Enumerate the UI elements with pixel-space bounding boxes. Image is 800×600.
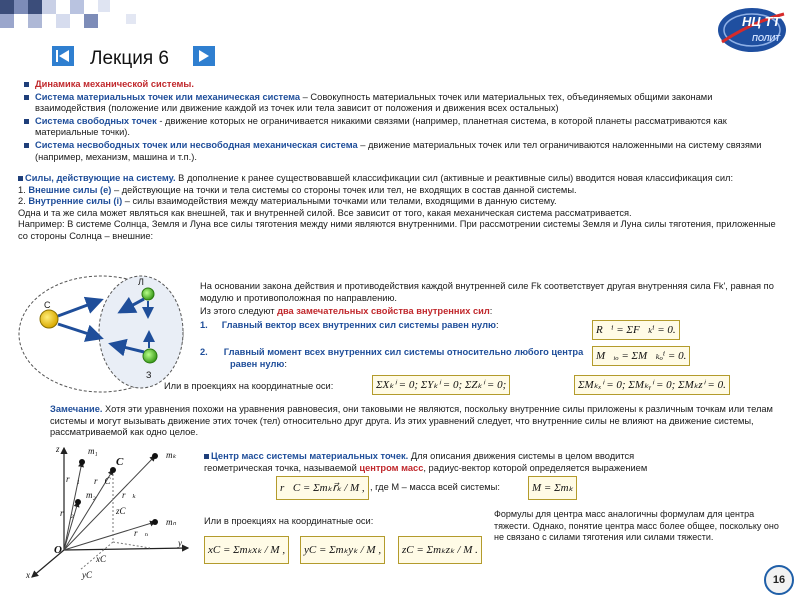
colon: : [495, 320, 499, 330]
formula-radius-vector: r⃗C = Σmₖr⃗ₖ / M , [276, 476, 369, 500]
bullet-title: Динамика механической системы. [35, 79, 194, 89]
forces-intro-text: В дополнение к ранее существовавшей классификации сил (активные и реактивные силы) вводится новая классификация сил: [175, 173, 734, 183]
bullet-title: Система свободных точек [35, 115, 157, 126]
bullet-item [24, 140, 780, 163]
center-title: Центр масс системы материальных точек. [211, 451, 409, 461]
bullet-marker [204, 454, 209, 459]
page-title: Лекция 6 [90, 48, 169, 69]
remark-text: Хотя эти уравнения похожи на уравнения равновесия, они таковыми не являются, поскольку внутренние силы приложены к различным точкам или телам системы и могут вызывать движение этих точек (тел) относительно друг друга. Из этих уравнений следует, что внутренние силы не влияют на движение системы, рассматриваемой как одно целое. [50, 404, 773, 438]
bullet-item [24, 116, 780, 139]
center-projections-label: Или в проекциях на координатные оси: [204, 516, 374, 526]
center-of-mass-text [204, 451, 704, 474]
logo-text: НЦ ТТ [742, 14, 781, 29]
logo [712, 4, 792, 56]
formula-total-mass: M = Σmₖ [528, 476, 577, 500]
xc-label: xC [96, 554, 106, 564]
follow-line [200, 306, 492, 318]
remark [50, 404, 780, 439]
bullet-marker [24, 143, 29, 148]
axis-x-label: x [26, 570, 30, 580]
bullet-marker [24, 82, 29, 87]
external-text: – действующие на точки и тела системы со стороны точек или тел, не входящих в состав данной системы. [111, 184, 577, 195]
sun-earth-moon-diagram [16, 272, 186, 397]
center-of-mass-diagram [20, 442, 195, 587]
formula-force-projections: ΣXₖⁱ = 0; ΣYₖⁱ = 0; ΣZₖⁱ = 0; [372, 375, 510, 395]
property-2-text: Главный момент всех внутренних сил системы относительно любого центра равен нулю [223, 347, 584, 369]
sun-label: С [44, 300, 51, 310]
internal-forces [18, 196, 780, 208]
m2-label: m₂ [86, 490, 96, 500]
formula-zc: zC = Σmₖzₖ / M . [398, 536, 482, 564]
r1-label: r⃗₁ [66, 474, 80, 484]
internal-text: – силы взаимодействия между материальными точками или телами, входящими в данную систему. [122, 196, 557, 207]
internal-intro: На основании закона действия и противодействия каждой внутренней силе Fk соответствует другая внутренняя сила Fk', равная по модулю и противоположная по направлению. [200, 281, 774, 303]
formula-yc: yC = Σmₖyₖ / M , [300, 536, 385, 564]
center-red: центром масс [359, 462, 424, 473]
m1-label: m₁ [88, 446, 98, 456]
follow-suffix: : [489, 306, 493, 316]
bullet-marker [18, 176, 23, 181]
rk-label: r⃗ₖ [122, 490, 136, 500]
forces-intro [18, 173, 780, 185]
property-1-text: Главный вектор всех внутренних сил системы равен нулю [221, 320, 496, 330]
internal-title: Внутренние силы (i) [28, 196, 123, 207]
item-number: 1. [200, 320, 208, 330]
follow-prefix: Из этого следуют [200, 306, 278, 316]
formula-moment-projections: ΣMₖₓⁱ = 0; ΣMₖᵧⁱ = 0; ΣMₖzⁱ = 0. [574, 375, 730, 395]
forces-title: Силы, действующие на систему. [25, 173, 176, 183]
zc-label: zC [116, 506, 126, 516]
bullet-item [24, 79, 780, 91]
moon-label: Л [138, 277, 144, 287]
center-text-2: , радиус-вектор которой определяется выражением [423, 462, 648, 473]
external-title: Внешние силы (e) [28, 184, 112, 195]
center-note: Формулы для центра масс аналогичны формулам для центра тяжести. Однако, понятие центра масс более общее, поскольку оно не связано с силами тяготения или силами тяжести. [494, 509, 779, 543]
mn-label: mₙ [166, 517, 177, 527]
projections-label: Или в проекциях на координатные оси: [164, 381, 334, 391]
page-number: 16 [764, 565, 794, 595]
item-number: 2. [200, 347, 208, 357]
bullet-title: Система несвободных точек или несвободная механическая система [35, 139, 358, 150]
next-slide-button[interactable] [193, 46, 215, 66]
follow-red: два замечательных свойства внутренних сил [277, 306, 490, 316]
bullet-text: – движение материальных точек или тел ограничиваются наложенными на систему связями (например, механизм, машина и т.п.). [35, 139, 762, 162]
forces-line4: Например: В системе Солнца, Земля и Луна все силы тяготения между ними являются внутренними. При рассмотрении системы Земля и Луна силы тяготения, приложенные со стороны Солнца – внешние: [18, 219, 776, 241]
bullet-item [24, 92, 780, 115]
formula-main-moment: M⃗ᵢₒ = ΣM⃗ₖₒⁱ = 0. [592, 346, 690, 366]
property-2 [200, 347, 610, 370]
top-decor-bar [0, 0, 800, 30]
yc-label: yC [82, 570, 92, 580]
prev-slide-button[interactable] [52, 46, 74, 66]
formula-xc: xC = Σmₖxₖ / M , [204, 536, 289, 564]
earth-label: З [146, 370, 152, 380]
external-forces [18, 185, 780, 197]
origin-label: O [54, 544, 62, 556]
rn-label: r⃗ₙ [134, 528, 149, 538]
mass-label: , где M – масса всей системы: [370, 482, 500, 492]
bullet-title: Система материальных точек или механическая система [35, 91, 301, 102]
bullet-marker [24, 95, 29, 100]
bullet-list [24, 79, 780, 163]
bullet-text: - движение которых не ограничивается никакими связями (например, планетная система, в которой планеты рассматриваются как материальные точки). [35, 115, 727, 138]
axis-z-label: z [56, 444, 60, 454]
bullet-text: – Совокупность материальных точек или материальных тех, объединяемых общими законами взаимодействия (положение или движение каждой из точек или тела зависит от положения и движения всех остальных) [35, 91, 713, 114]
colon: : [284, 358, 287, 369]
c-label: C [116, 456, 124, 468]
remark-title: Замечание. [50, 404, 103, 414]
item-number: 2. [18, 196, 26, 207]
item-number: 1. [18, 184, 26, 195]
forces-line3: Одна и та же сила может являться как внешней, так и внутренней силой. Все зависит от того, какая механическая система рассматривается. [18, 207, 632, 218]
center-text-1: Для описания движения системы в целом вводится геометрическая точка, называемой [204, 451, 635, 473]
axis-y-label: y [178, 538, 182, 548]
formula-main-vector: R⃗ⁱ = ΣF⃗ₖⁱ = 0. [592, 320, 680, 340]
rc-label: r⃗C [94, 476, 111, 486]
forces-section [18, 173, 780, 243]
property-1 [200, 320, 590, 332]
r2-label: r⃗₂ [60, 508, 74, 518]
mk-label: mₖ [166, 450, 177, 460]
logo-subtext: ПОЛИТ [752, 34, 781, 43]
bullet-marker [24, 119, 29, 124]
